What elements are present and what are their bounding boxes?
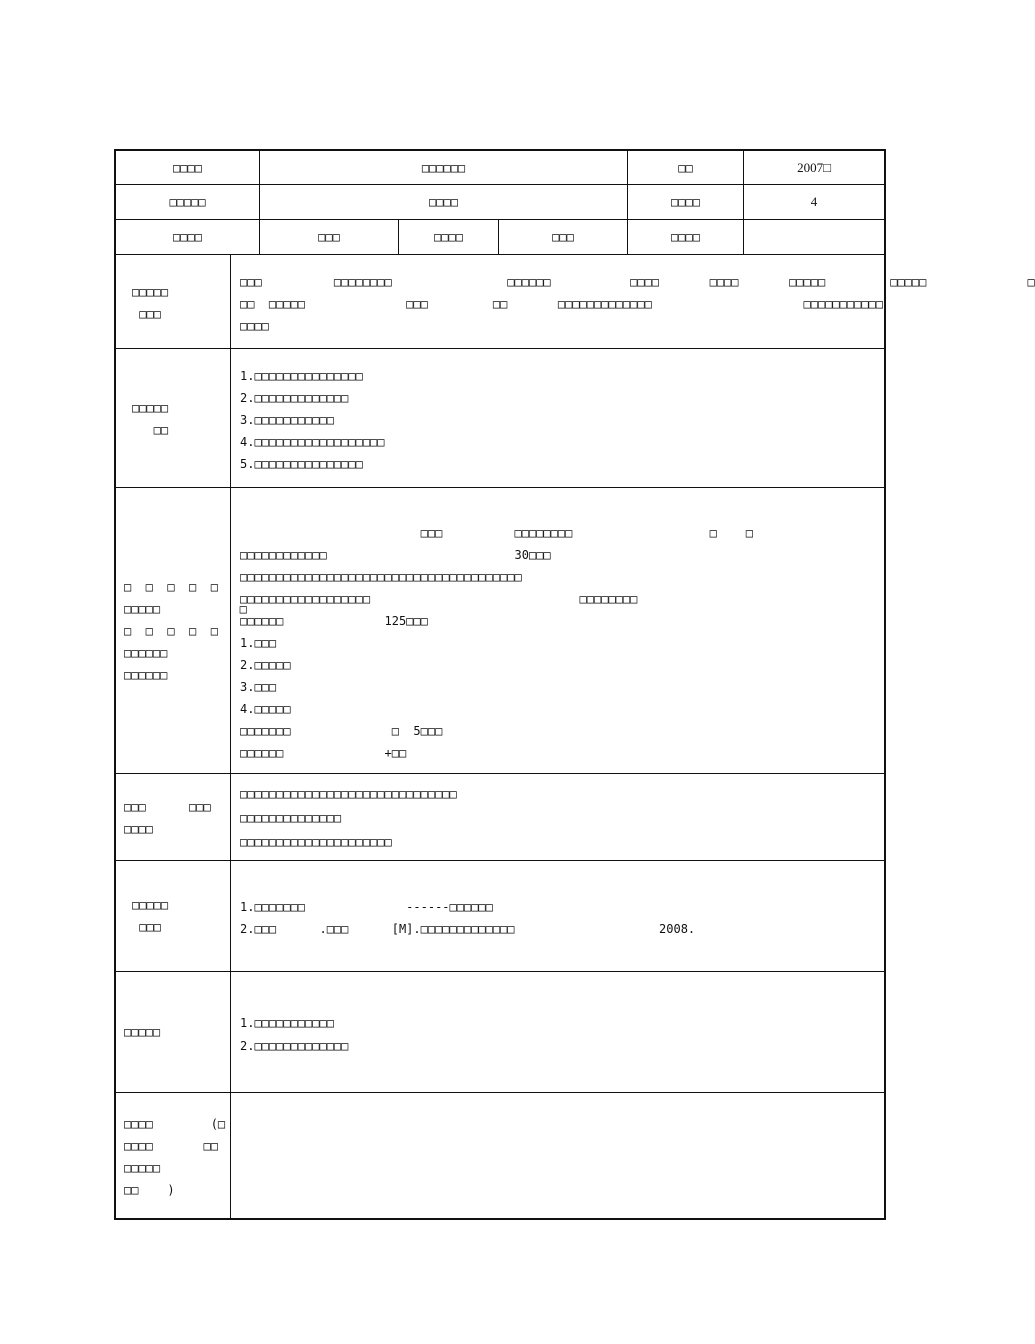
- row-divider: [116, 1092, 884, 1093]
- process-line: 4.□□□□□: [240, 702, 291, 716]
- process-line: 2.□□□□□: [240, 658, 291, 672]
- header-cell: □□□□: [671, 230, 700, 244]
- objectives-text: □□□□: [240, 319, 269, 333]
- summary-line: □□□□□□□□□□□□□□□□□□□□□: [240, 835, 392, 849]
- section-label-process: □ □ □ □ □: [124, 624, 218, 638]
- homework-item: 1.□□□□□□□□□□□: [240, 1016, 334, 1030]
- process-line: 1.□□□: [240, 636, 277, 650]
- key-point-item: 5.□□□□□□□□□□□□□□□: [240, 457, 363, 471]
- row-divider: [116, 348, 884, 349]
- row-divider: [116, 487, 884, 488]
- reference-line: 1.□□□□□□□ ------□□□□□□: [240, 900, 493, 914]
- col-divider: [230, 254, 231, 1220]
- header-cell: □□□: [318, 230, 340, 244]
- header-cell: □□□□: [429, 195, 458, 209]
- process-line: □□□□□□ 125□□□: [240, 614, 428, 628]
- key-point-item: 2.□□□□□□□□□□□□□: [240, 391, 349, 405]
- header-cell: □□□□□□: [421, 160, 466, 175]
- process-line: 3.□□□: [240, 680, 277, 694]
- section-label-objectives: □□□: [132, 307, 161, 321]
- header-cell: □□□□□: [169, 195, 206, 209]
- header-cell: 2007□: [797, 159, 831, 175]
- section-label-homework: □□□□□: [124, 1025, 161, 1039]
- section-label-references: □□□: [132, 920, 161, 934]
- section-label-process: □□□□□ □: [124, 602, 247, 616]
- header-cell: [744, 220, 884, 254]
- section-label-objectives: □□□□□: [132, 285, 169, 299]
- homework-item: 2.□□□□□□□□□□□□□: [240, 1039, 349, 1053]
- section-label-process: □□□□□□: [124, 668, 168, 682]
- key-point-item: 3.□□□□□□□□□□□: [240, 413, 334, 427]
- section-label-reflection: □□□□ (□: [124, 1117, 226, 1131]
- row-divider: [116, 254, 884, 255]
- process-line: □□□□□□ +□□: [240, 746, 407, 760]
- section-label-summary: □□□□: [124, 822, 153, 836]
- summary-line: □□□□□□□□□□□□□□□□□□□□□□□□□□□□□□: [240, 787, 457, 801]
- section-label-process: □ □ □ □ □: [124, 580, 218, 594]
- section-label-reflection: □□ ): [124, 1183, 175, 1197]
- process-line: □□□□□□□□□□□□□□□□□□□□□□□□□□□□□□□□□□□□□□□: [240, 570, 522, 584]
- section-label-reflection: □□□□□: [124, 1161, 161, 1175]
- header-cell: □□□□: [434, 230, 463, 244]
- section-label-process: □□□□□□: [124, 646, 168, 660]
- header-cell: □□□: [552, 230, 574, 244]
- row-divider: [116, 971, 884, 972]
- header-cell: 4: [810, 194, 818, 209]
- section-label-key-points: □□: [132, 423, 169, 437]
- header-cell: □□□□: [173, 160, 202, 175]
- header-cell: □□□□: [671, 195, 700, 209]
- process-line: □□□□□□□ □ 5□□□: [240, 724, 443, 738]
- process-line: □□□ □□□□□□□□ □ □: [240, 526, 753, 540]
- lesson-plan-table: [114, 149, 1035, 1220]
- objectives-text: □□□ □□□□□□□□ □□□□□□ □□□□ □□□□ □□□□□ □□□□□ □: [240, 275, 1035, 289]
- reference-line: 2.□□□ .□□□ [M].□□□□□□□□□□□□□ 2008.: [240, 922, 696, 936]
- header-cell: □□: [678, 160, 693, 175]
- objectives-text: □□ □□□□□ □□□ □□ □□□□□□□□□□□□□ □□□□□□□□□□□: [240, 297, 883, 311]
- process-line: □□□□□□□□□□□□□□□□□□ □□□□□□□□: [240, 592, 638, 606]
- row-divider: [116, 773, 884, 774]
- section-label-reflection: □□□□ □□: [124, 1139, 218, 1153]
- section-label-summary: □□□ □□□: [124, 800, 211, 814]
- key-point-item: 4.□□□□□□□□□□□□□□□□□□: [240, 435, 385, 449]
- process-line: □□□□□□□□□□□□ 30□□□: [240, 548, 551, 562]
- row-divider: [116, 860, 884, 861]
- summary-line: □□□□□□□□□□□□□□: [240, 811, 342, 825]
- section-label-key-points: □□□□□: [132, 401, 169, 415]
- header-cell: □□□□: [173, 230, 202, 244]
- section-label-references: □□□□□: [132, 898, 169, 912]
- key-point-item: 1.□□□□□□□□□□□□□□□: [240, 369, 363, 383]
